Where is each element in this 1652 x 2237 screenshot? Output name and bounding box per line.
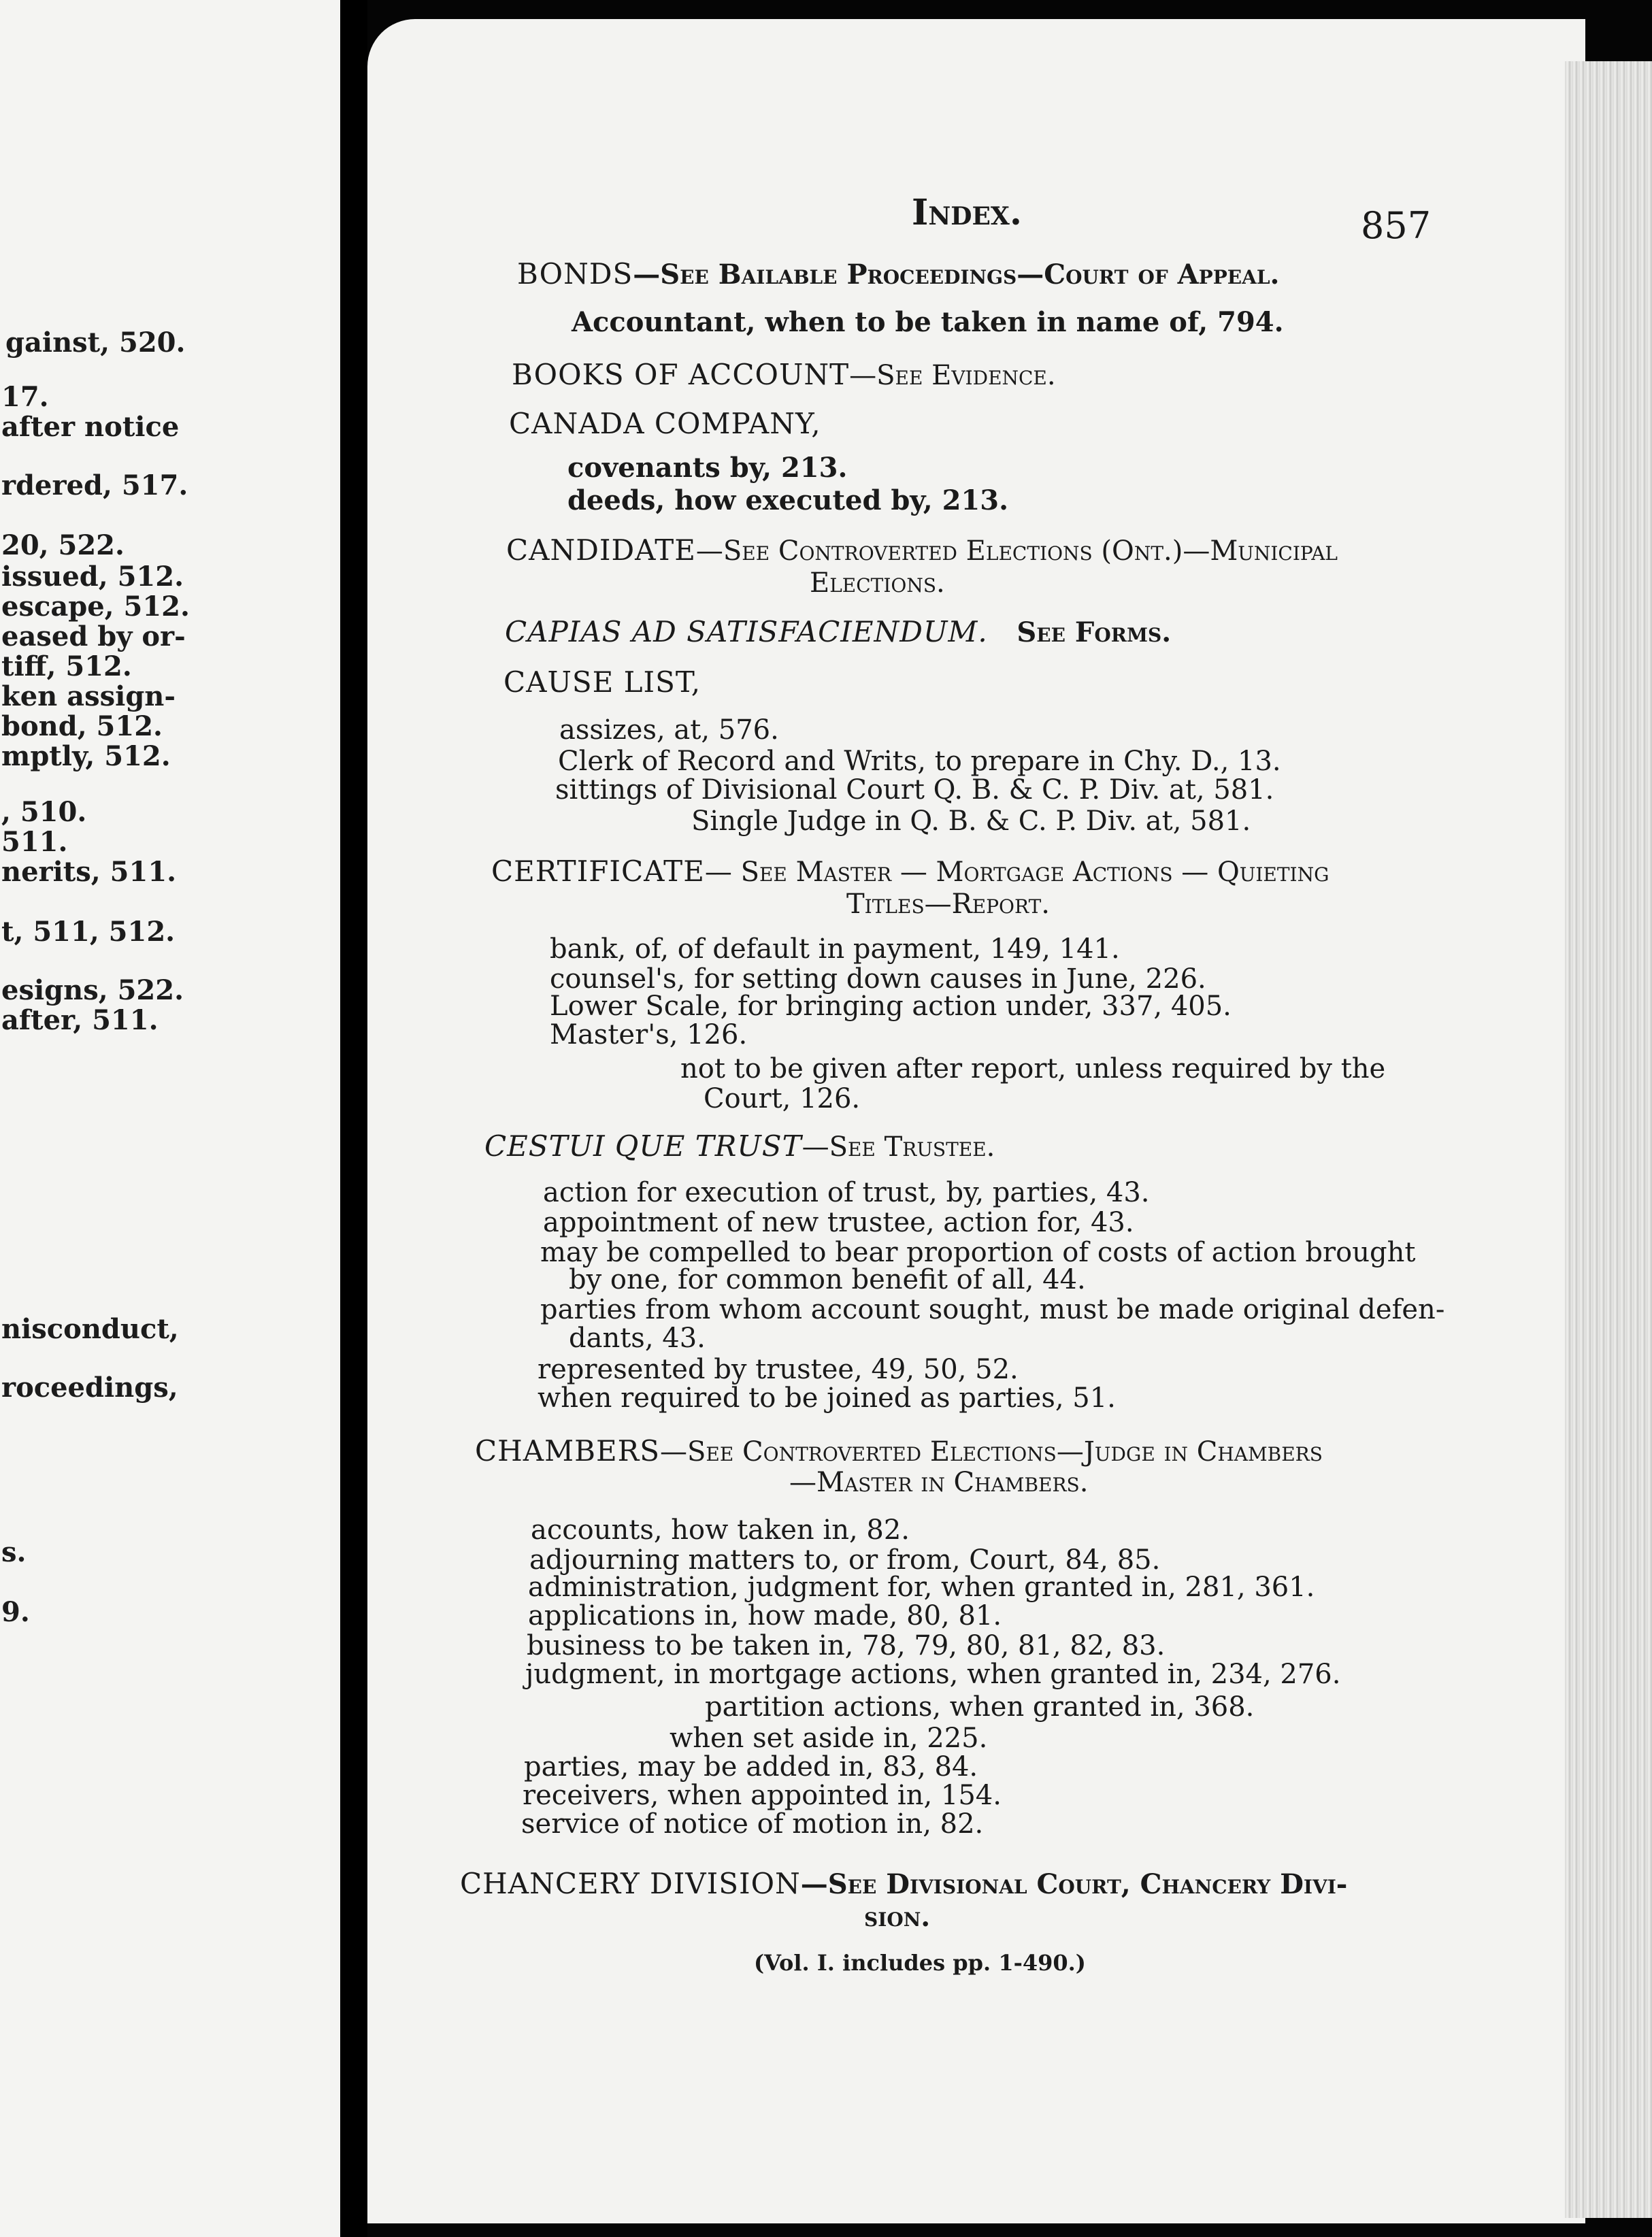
subentry: deeds, how executed by, 213. [567,484,1008,516]
entry-heading: CAUSE LIST, [503,665,701,699]
subentry: not to be given after report, unless required by the [680,1053,1386,1084]
subentry: Lower Scale, for bringing action under, 337, 405. [550,991,1232,1022]
subentry: sittings of Divisional Court Q. B. & C. P. Div. at, 581. [555,774,1274,806]
left-fragment: 511. [1,826,68,858]
subentry: represented by trustee, 49, 50, 52. [538,1354,1019,1385]
subentry: counsel's, for setting down causes in June, 226. [550,963,1206,995]
page-number: 857 [1361,204,1432,247]
entry-certificate [491,855,1329,888]
subentry: when required to be joined as parties, 51. [538,1382,1116,1414]
subentry: judgment, in mortgage actions, when granted in, 234, 276. [525,1659,1341,1690]
subentry: Clerk of Record and Writs, to prepare in Chy. D., 13. [558,746,1281,777]
left-fragment: nisconduct, [1,1313,179,1345]
entry-heading: CHAMBERS [475,1434,661,1468]
running-head: Index. [912,192,1022,233]
cross-reference: —See Controverted Elections—Judge in Chambers [660,1436,1323,1468]
subentry: Accountant, when to be taken in name of, 794. [572,306,1284,338]
subentry: may be compelled to bear proportion of costs of action brought [540,1237,1416,1268]
cross-reference: — See Master — Mortgage Actions — Quieting [704,857,1329,888]
cross-reference-cont: Titles—Report. [846,889,1050,920]
cross-reference: —See Evidence. [849,360,1056,391]
subentry: administration, judgment for, when granted in, 281, 361. [528,1572,1315,1603]
entry-cestui-que-trust [484,1129,995,1163]
subentry: bank, of, of default in payment, 149, 141. [550,933,1120,965]
left-fragment: 9. [1,1596,30,1628]
subentry: Master's, 126. [550,1019,748,1050]
left-fragment: gainst, 520. [5,327,186,359]
subentry: parties, may be added in, 83, 84. [524,1751,978,1783]
subentry: service of notice of motion in, 82. [521,1808,984,1840]
cross-reference: —See Divisional Court, Chancery Divi- [800,1868,1348,1900]
left-fragment: nerits, 511. [1,856,177,888]
subentry: appointment of new trustee, action for, 43. [543,1207,1134,1238]
subentry: receivers, when appointed in, 154. [523,1780,1002,1811]
entry-heading: CAPIAS AD SATISFACIENDUM. [505,615,988,648]
subentry: parties from whom account sought, must be made original defen- [540,1294,1445,1325]
page-edges [1565,61,1652,2218]
left-fragment: roceedings, [1,1372,178,1404]
entry-heading: BOOKS OF ACCOUNT [512,358,850,391]
entry-heading: CESTUI QUE TRUST [484,1129,802,1163]
left-fragment: 20, 522. [1,529,125,561]
cross-reference: —See Trustee. [802,1131,995,1163]
left-fragment: tiff, 512. [1,650,132,682]
left-fragment: issued, 512. [1,561,184,593]
cross-reference: —See Controverted Elections (Ont.)—Municipal [695,535,1338,567]
left-fragment: ken assign- [1,680,176,712]
entry-candidate [506,533,1338,567]
subentry: business to be taken in, 78, 79, 80, 81, 82, 83. [527,1630,1166,1661]
subentry: when set aside in, 225. [670,1723,988,1754]
cross-reference-cont: Elections. [810,567,945,599]
entry-books-of-account [512,358,1056,391]
gutter-shadow [340,0,367,2237]
entry-heading: CHANCERY DIVISION [460,1867,801,1900]
left-fragment: escape, 512. [1,591,190,623]
left-fragment: s. [1,1536,27,1568]
footer-note: (Vol. I. includes pp. 1-490.) [754,1950,1086,1976]
left-fragment: mptly, 512. [1,740,171,772]
entry-heading: CERTIFICATE [491,855,705,888]
subentry: action for execution of trust, by, parties, 43. [543,1177,1150,1208]
left-fragment: t, 511, 512. [1,916,176,948]
left-fragment: rdered, 517. [1,469,188,501]
subentry: Single Judge in Q. B. & C. P. Div. at, 581. [691,806,1251,837]
left-facing-page [0,0,340,2237]
cross-reference-cont: sion. [864,1901,931,1933]
entry-chambers [475,1434,1323,1468]
cross-reference: —See Bailable Proceedings—Court of Appeal. [633,259,1280,291]
entry-heading: BONDS [517,257,633,291]
entry-heading: CANADA COMPANY, [509,407,821,440]
entry-capias [505,615,1171,648]
left-fragment: , 510. [1,796,87,828]
subentry: Court, 126. [704,1083,861,1114]
entry-heading: CANDIDATE [506,533,696,567]
left-fragment: 17. [1,381,49,413]
subentry: partition actions, when granted in, 368. [705,1691,1255,1723]
left-fragment: after, 511. [1,1004,159,1036]
subentry: covenants by, 213. [567,452,848,484]
subentry: dants, 43. [569,1323,706,1354]
entry-chancery-division [460,1867,1347,1900]
subentry: adjourning matters to, or from, Court, 84, 85. [529,1544,1161,1576]
entry-bonds [517,257,1279,291]
left-fragment: eased by or- [1,620,186,652]
cross-reference: See Forms. [1017,616,1172,648]
subentry: assizes, at, 576. [559,714,779,746]
subentry: applications in, how made, 80, 81. [528,1600,1002,1631]
left-fragment: after notice [1,411,180,443]
subentry: accounts, how taken in, 82. [531,1514,910,1546]
subentry: by one, for common benefit of all, 44. [569,1264,1086,1295]
left-fragment: bond, 512. [1,710,163,742]
cross-reference-cont: —Master in Chambers. [789,1467,1089,1498]
left-fragment: esigns, 522. [1,974,184,1006]
